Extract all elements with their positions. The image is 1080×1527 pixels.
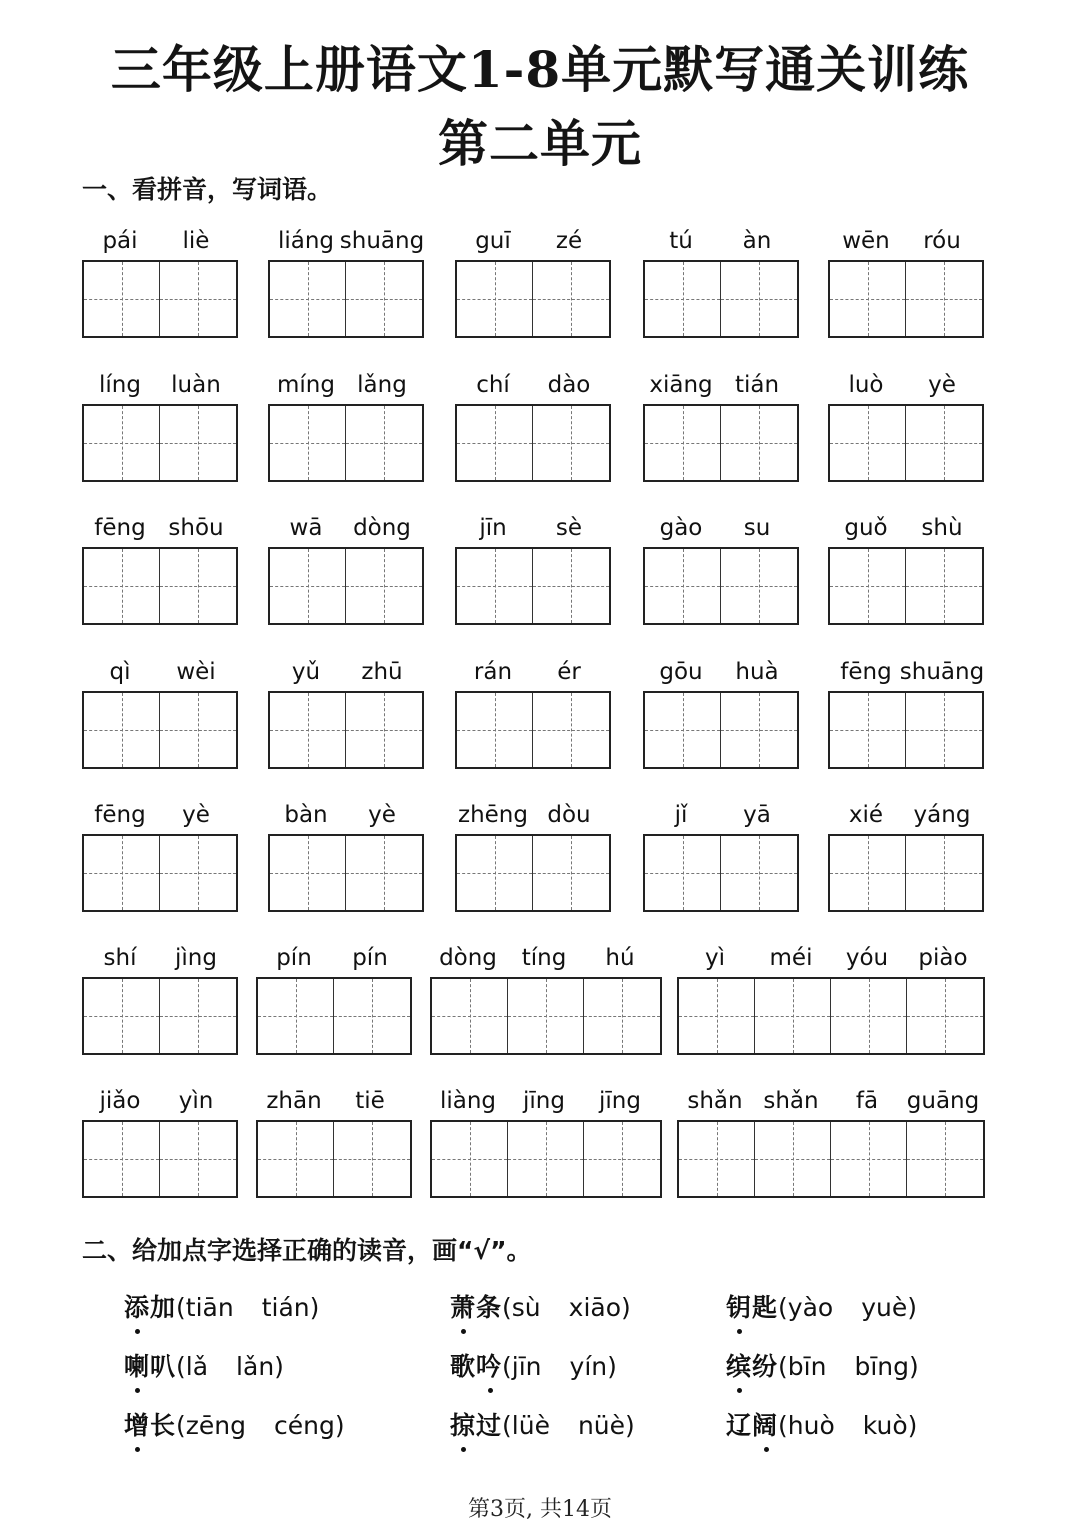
pinyin-syllable: jiǎo [99, 1088, 141, 1114]
close-paren: ) [274, 1352, 284, 1381]
dotted-word: 歌吟 [450, 1352, 502, 1381]
writing-cell[interactable] [679, 1122, 755, 1196]
writing-cell[interactable] [721, 406, 797, 480]
option-b[interactable]: xiāo [568, 1293, 622, 1322]
pinyin-syllable: zé [555, 228, 583, 254]
pronunciation-item [450, 1347, 617, 1383]
pinyin-syllable: tiē [355, 1088, 385, 1114]
writing-grid[interactable] [82, 260, 238, 338]
pinyin-syllable: yìn [178, 1088, 214, 1114]
emphasis-dot [135, 1329, 140, 1334]
writing-cell[interactable] [457, 262, 533, 336]
pronunciation-item [124, 1406, 345, 1442]
pinyin-syllable: yā [743, 802, 771, 828]
emphasis-dot [135, 1447, 140, 1452]
writing-grid[interactable] [828, 260, 984, 338]
pronunciation-item [450, 1288, 631, 1324]
writing-cell[interactable] [334, 1122, 410, 1196]
pinyin-syllable: jìng [175, 945, 217, 971]
writing-cell[interactable] [334, 979, 410, 1053]
option-a[interactable]: jīn [511, 1352, 542, 1381]
writing-cell[interactable] [346, 693, 422, 767]
writing-grid[interactable] [643, 834, 799, 912]
pinyin-syllable: dào [547, 372, 591, 398]
pinyin-syllable: wēn [842, 228, 890, 254]
page-number: 第3页, 共14页 [468, 1497, 612, 1522]
writing-cell[interactable] [84, 262, 160, 336]
writing-cell[interactable] [346, 836, 422, 910]
pinyin-syllable: fēng [94, 802, 146, 828]
open-paren: ( [778, 1352, 788, 1381]
writing-cell[interactable] [645, 836, 721, 910]
writing-cell[interactable] [84, 549, 160, 623]
writing-cell[interactable] [533, 693, 609, 767]
pinyin-syllable: jǐ [674, 802, 688, 828]
writing-cell[interactable] [84, 693, 160, 767]
pinyin-syllable: fēng [94, 515, 146, 541]
pinyin-syllable: lǎng [357, 372, 407, 398]
option-a[interactable]: lǎ [185, 1352, 209, 1381]
pinyin-syllable: fēng [840, 659, 892, 685]
writing-grid[interactable] [643, 260, 799, 338]
close-paren: ) [309, 1293, 320, 1322]
pronunciation-item [124, 1288, 319, 1324]
pinyin-syllable: yè [368, 802, 396, 828]
writing-grid[interactable] [82, 834, 238, 912]
writing-grid[interactable] [430, 1120, 662, 1198]
pinyin-syllable: guāng [906, 1088, 980, 1114]
writing-cell[interactable] [270, 549, 346, 623]
pinyin-syllable: wā [289, 515, 323, 541]
writing-cell[interactable] [721, 693, 797, 767]
dotted-word: 添加 [124, 1293, 176, 1322]
page-title: 三年级上册语文1-8单元默写通关训练 [110, 40, 970, 99]
pinyin-syllable: jīn [479, 515, 507, 541]
option-b[interactable]: céng [274, 1411, 335, 1440]
writing-grid[interactable] [455, 691, 611, 769]
pinyin-syllable: jīng [599, 1088, 641, 1114]
writing-cell[interactable] [533, 262, 609, 336]
pronunciation-item [124, 1347, 284, 1383]
writing-cell[interactable] [346, 549, 422, 623]
pinyin-syllable: shuāng [899, 659, 985, 685]
pinyin-syllable: yè [182, 802, 210, 828]
open-paren: ( [176, 1293, 186, 1322]
writing-grid[interactable] [455, 404, 611, 482]
pinyin-syllable: yóu [845, 945, 889, 971]
pinyin-syllable: yǔ [291, 659, 321, 685]
pinyin-syllable: liàng [439, 1088, 497, 1114]
pinyin-syllable: tíng [521, 945, 567, 971]
writing-grid[interactable] [268, 691, 424, 769]
pinyin-syllable: yì [704, 945, 725, 971]
writing-cell[interactable] [160, 979, 236, 1053]
writing-grid[interactable] [455, 547, 611, 625]
emphasis-dot [488, 1388, 493, 1393]
writing-cell[interactable] [721, 262, 797, 336]
writing-grid[interactable] [643, 691, 799, 769]
option-b[interactable]: nüè [577, 1411, 626, 1440]
writing-cell[interactable] [457, 836, 533, 910]
pronunciation-item [450, 1406, 635, 1442]
writing-grid[interactable] [268, 404, 424, 482]
pinyin-syllable: shù [921, 515, 963, 541]
writing-grid[interactable] [643, 404, 799, 482]
writing-cell[interactable] [160, 549, 236, 623]
writing-cell[interactable] [258, 979, 334, 1053]
pinyin-syllable: luò [848, 372, 884, 398]
option-a[interactable]: tiān [185, 1293, 234, 1322]
option-a[interactable]: zēng [185, 1411, 246, 1440]
option-b[interactable]: tián [261, 1293, 310, 1322]
dotted-word: 增长 [124, 1411, 176, 1440]
writing-grid[interactable] [82, 1120, 238, 1198]
pinyin-syllable: zhū [361, 659, 403, 685]
emphasis-dot [737, 1329, 742, 1334]
pinyin-syllable: fā [855, 1088, 879, 1114]
pinyin-syllable: guǒ [844, 515, 888, 541]
open-paren: ( [778, 1293, 788, 1322]
writing-grid[interactable] [455, 260, 611, 338]
pinyin-syllable: méi [769, 945, 813, 971]
option-b[interactable]: bīng [854, 1352, 909, 1381]
option-a[interactable]: sù [511, 1293, 541, 1322]
writing-cell[interactable] [645, 406, 721, 480]
open-paren: ( [176, 1352, 186, 1381]
writing-cell[interactable] [755, 1122, 831, 1196]
writing-grid[interactable] [256, 977, 412, 1055]
writing-cell[interactable] [84, 979, 160, 1053]
pinyin-syllable: gōu [659, 659, 703, 685]
writing-grid[interactable] [828, 404, 984, 482]
pinyin-syllable: shuāng [339, 228, 425, 254]
pinyin-syllable: yáng [913, 802, 971, 828]
pinyin-syllable: luàn [171, 372, 221, 398]
pinyin-syllable: pín [276, 945, 312, 971]
dotted-word: 钥匙 [726, 1293, 778, 1322]
option-a[interactable]: bīn [787, 1352, 827, 1381]
pinyin-syllable: róu [923, 228, 961, 254]
writing-cell[interactable] [830, 693, 906, 767]
pinyin-syllable: shǎn [687, 1088, 743, 1114]
pinyin-syllable: pái [102, 228, 138, 254]
writing-grid[interactable] [643, 547, 799, 625]
pinyin-syllable: huà [735, 659, 779, 685]
writing-cell[interactable] [645, 693, 721, 767]
writing-cell[interactable] [679, 979, 755, 1053]
option-b[interactable]: lǎn [236, 1352, 275, 1381]
pinyin-syllable: hú [605, 945, 635, 971]
pinyin-syllable: jīng [523, 1088, 565, 1114]
pinyin-syllable: liè [182, 228, 210, 254]
writing-cell[interactable] [533, 406, 609, 480]
writing-cell[interactable] [270, 406, 346, 480]
close-paren: ) [334, 1411, 345, 1440]
section-1-heading: 一、看拼音，写词语。 [82, 175, 333, 204]
open-paren: ( [502, 1411, 512, 1440]
writing-cell[interactable] [755, 979, 831, 1053]
writing-cell[interactable] [432, 979, 508, 1053]
writing-grid[interactable] [828, 834, 984, 912]
pinyin-syllable: rán [473, 659, 513, 685]
pinyin-syllable: shí [103, 945, 137, 971]
pinyin-syllable: yè [928, 372, 956, 398]
option-a[interactable]: huò [787, 1411, 835, 1440]
writing-cell[interactable] [906, 262, 982, 336]
writing-grid[interactable] [430, 977, 662, 1055]
close-paren: ) [907, 1411, 918, 1440]
pinyin-syllable: liáng [277, 228, 335, 254]
writing-cell[interactable] [508, 1122, 584, 1196]
option-b[interactable]: kuò [862, 1411, 908, 1440]
pinyin-syllable: líng [99, 372, 141, 398]
pinyin-syllable: shōu [168, 515, 224, 541]
open-paren: ( [502, 1293, 512, 1322]
writing-cell[interactable] [160, 262, 236, 336]
pinyin-syllable: tú [669, 228, 693, 254]
close-paren: ) [625, 1411, 635, 1440]
writing-cell[interactable] [584, 979, 660, 1053]
writing-cell[interactable] [906, 693, 982, 767]
close-paren: ) [607, 1352, 617, 1381]
writing-cell[interactable] [160, 406, 236, 480]
pinyin-syllable: qì [109, 659, 131, 685]
open-paren: ( [502, 1352, 512, 1381]
writing-cell[interactable] [830, 549, 906, 623]
pinyin-syllable: su [743, 515, 771, 541]
dotted-word: 掠过 [450, 1411, 502, 1440]
pinyin-syllable: wèi [176, 659, 216, 685]
emphasis-dot [764, 1447, 769, 1452]
pronunciation-item [726, 1347, 919, 1383]
pinyin-syllable: xiāng [649, 372, 713, 398]
writing-grid[interactable] [82, 547, 238, 625]
writing-cell[interactable] [270, 262, 346, 336]
pinyin-syllable: dòng [353, 515, 411, 541]
writing-grid[interactable] [677, 977, 985, 1055]
writing-grid[interactable] [82, 691, 238, 769]
pronunciation-item [726, 1288, 917, 1324]
writing-grid[interactable] [677, 1120, 985, 1198]
section-2-heading: 二、给加点字选择正确的读音，画“√”。 [82, 1236, 532, 1265]
writing-cell[interactable] [645, 262, 721, 336]
writing-cell[interactable] [270, 693, 346, 767]
writing-cell[interactable] [645, 549, 721, 623]
pinyin-syllable: gào [659, 515, 703, 541]
writing-grid[interactable] [268, 547, 424, 625]
close-paren: ) [908, 1352, 919, 1381]
pinyin-syllable: zhān [266, 1088, 322, 1114]
pinyin-syllable: shǎn [763, 1088, 819, 1114]
close-paren: ) [907, 1293, 917, 1322]
writing-cell[interactable] [258, 1122, 334, 1196]
writing-grid[interactable] [256, 1120, 412, 1198]
writing-cell[interactable] [906, 836, 982, 910]
pinyin-syllable: xié [848, 802, 884, 828]
writing-cell[interactable] [830, 406, 906, 480]
writing-cell[interactable] [830, 262, 906, 336]
writing-grid[interactable] [82, 977, 238, 1055]
pinyin-syllable: dòu [547, 802, 591, 828]
writing-cell[interactable] [270, 836, 346, 910]
option-a[interactable]: yào [787, 1293, 834, 1322]
writing-cell[interactable] [457, 549, 533, 623]
pinyin-syllable: àn [742, 228, 772, 254]
option-a[interactable]: lüè [511, 1411, 550, 1440]
writing-cell[interactable] [584, 1122, 660, 1196]
pinyin-syllable: sè [555, 515, 583, 541]
writing-cell[interactable] [906, 549, 982, 623]
writing-cell[interactable] [907, 1122, 983, 1196]
writing-cell[interactable] [533, 549, 609, 623]
writing-grid[interactable] [828, 547, 984, 625]
pinyin-syllable: guī [475, 228, 511, 254]
writing-cell[interactable] [831, 979, 907, 1053]
writing-grid[interactable] [455, 834, 611, 912]
writing-cell[interactable] [457, 406, 533, 480]
dotted-word: 缤纷 [726, 1352, 778, 1381]
writing-grid[interactable] [268, 834, 424, 912]
pinyin-syllable: piào [918, 945, 968, 971]
emphasis-dot [135, 1388, 140, 1393]
writing-cell[interactable] [907, 979, 983, 1053]
writing-cell[interactable] [508, 979, 584, 1053]
pinyin-syllable: zhēng [458, 802, 528, 828]
writing-cell[interactable] [84, 836, 160, 910]
option-b[interactable]: yín [569, 1352, 608, 1381]
dotted-word: 萧条 [450, 1293, 502, 1322]
option-b[interactable]: yuè [861, 1293, 908, 1322]
dotted-word: 辽阔 [726, 1411, 778, 1440]
emphasis-dot [737, 1388, 742, 1393]
pinyin-syllable: dòng [439, 945, 497, 971]
pinyin-syllable: tián [734, 372, 780, 398]
writing-cell[interactable] [457, 693, 533, 767]
writing-cell[interactable] [721, 836, 797, 910]
pinyin-syllable: ér [557, 659, 581, 685]
writing-cell[interactable] [830, 836, 906, 910]
writing-cell[interactable] [432, 1122, 508, 1196]
writing-cell[interactable] [831, 1122, 907, 1196]
writing-cell[interactable] [84, 1122, 160, 1196]
pinyin-syllable: chí [476, 372, 510, 398]
writing-cell[interactable] [346, 406, 422, 480]
pinyin-syllable: bàn [284, 802, 328, 828]
unit-subtitle: 第二单元 [438, 114, 642, 173]
writing-cell[interactable] [346, 262, 422, 336]
pinyin-syllable: pín [352, 945, 388, 971]
writing-grid[interactable] [82, 404, 238, 482]
writing-cell[interactable] [160, 1122, 236, 1196]
close-paren: ) [621, 1293, 631, 1322]
emphasis-dot [461, 1447, 466, 1452]
open-paren: ( [778, 1411, 788, 1440]
emphasis-dot [461, 1329, 466, 1334]
writing-cell[interactable] [533, 836, 609, 910]
writing-cell[interactable] [160, 693, 236, 767]
pronunciation-item [726, 1406, 917, 1442]
writing-cell[interactable] [84, 406, 160, 480]
dotted-word: 喇叭 [124, 1352, 176, 1381]
writing-cell[interactable] [906, 406, 982, 480]
writing-grid[interactable] [828, 691, 984, 769]
writing-cell[interactable] [721, 549, 797, 623]
pinyin-syllable: míng [277, 372, 335, 398]
writing-cell[interactable] [160, 836, 236, 910]
writing-grid[interactable] [268, 260, 424, 338]
open-paren: ( [176, 1411, 186, 1440]
